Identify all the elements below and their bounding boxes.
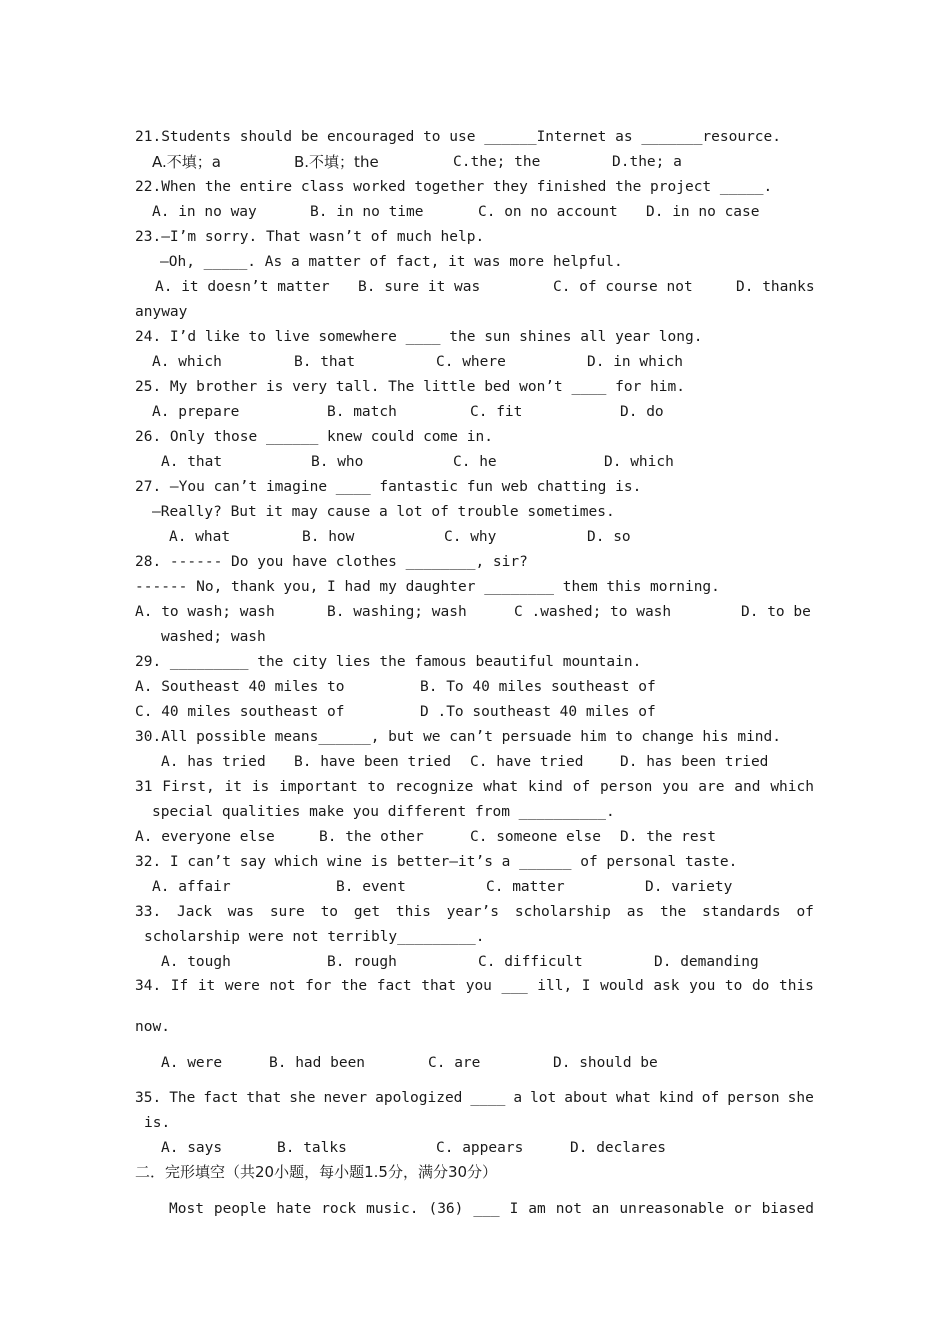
q35-word: about xyxy=(564,1090,608,1106)
q30-option-b: B. have been tried xyxy=(294,754,452,770)
section-heading: 二．完形填空（共20小题，每小题1.5分，满分30分） xyxy=(135,1163,498,1181)
q33-word: sure xyxy=(269,904,305,920)
q21-option-b: B.不填；the xyxy=(294,153,379,171)
q34-word: it xyxy=(197,978,216,994)
passage-word: music. xyxy=(366,1201,419,1217)
passage-word: am xyxy=(528,1201,546,1217)
q27-option-b: B. how xyxy=(302,529,355,545)
q33-stem-wrap: scholarship were not terribly_________. xyxy=(144,929,485,945)
q33-word: 33. xyxy=(135,904,162,920)
q31-word: are xyxy=(698,779,725,795)
q23-option-d-wrap: anyway xyxy=(135,304,188,320)
q31-word: First, xyxy=(162,779,215,795)
q22-stem: 22.When the entire class worked together they finished the project _____. xyxy=(135,179,773,195)
q35-option-a: A. says xyxy=(161,1140,223,1156)
q33-option-a: A. tough xyxy=(161,954,231,970)
q35-word: lot xyxy=(530,1090,557,1106)
q25-option-d: D. do xyxy=(620,404,664,420)
q34-word: ___ xyxy=(501,978,528,994)
q35-stem xyxy=(135,1089,814,1107)
q35-word: she xyxy=(787,1090,814,1106)
q33-option-b: B. rough xyxy=(327,954,397,970)
passage-word: Most xyxy=(169,1201,204,1217)
q33-word: scholarship xyxy=(514,904,611,920)
q27-option-d: D. so xyxy=(587,529,631,545)
q35-word: ____ xyxy=(470,1090,506,1106)
q33-word: get xyxy=(353,904,381,920)
q28-option-d-wrap: washed; wash xyxy=(161,629,266,645)
q35-word: she xyxy=(289,1090,316,1106)
q31-word: important xyxy=(279,779,358,795)
q28-stem: 28. ------ Do you have clothes ________, sir? xyxy=(135,554,528,570)
q35-word: a xyxy=(513,1090,523,1106)
q34-stem-wrap: now. xyxy=(135,1019,170,1035)
q27-option-c: C. why xyxy=(444,529,497,545)
q27-stem: 27. —You can’t imagine ____ fantastic fun web chatting is. xyxy=(135,479,642,495)
q31-option-c: C. someone else xyxy=(470,829,601,845)
q23-reply: —Oh, _____. As a matter of fact, it was more helpful. xyxy=(160,254,623,270)
q29-option-d: D .To southeast 40 miles of xyxy=(420,704,656,720)
q35-word: that xyxy=(246,1090,282,1106)
q34-word: I xyxy=(581,978,591,994)
q30-option-d: D. has been tried xyxy=(620,754,769,770)
q22-option-c: C. on no account xyxy=(478,204,618,220)
q33-word: was xyxy=(227,904,254,920)
q34-word: 34. xyxy=(135,978,162,994)
q35-option-d: D. declares xyxy=(570,1140,667,1156)
q28-option-c: C .washed; to wash xyxy=(514,604,672,620)
q23-option-b: B. sure it was xyxy=(358,279,481,295)
q35-option-b: B. talks xyxy=(277,1140,347,1156)
passage-word: not xyxy=(555,1201,582,1217)
q28-option-d: D. to be xyxy=(741,604,811,620)
q31-word: it xyxy=(224,779,242,795)
q22-option-d: D. in no case xyxy=(646,204,760,220)
q23-option-a: A. it doesn’t matter xyxy=(155,279,330,295)
q33-word: this xyxy=(395,904,431,920)
q34-word: were xyxy=(224,978,260,994)
q27-option-a: A. what xyxy=(169,529,231,545)
q33-word: Jack xyxy=(177,904,212,920)
q25-option-c: C. fit xyxy=(470,404,523,420)
q29-option-a: A. Southeast 40 miles to xyxy=(135,679,345,695)
q25-option-a: A. prepare xyxy=(152,404,240,420)
q33-word: as xyxy=(626,904,645,920)
q33-word: year’s xyxy=(446,904,500,920)
passage-word: unreasonable xyxy=(619,1201,725,1217)
q21-stem: 21.Students should be encouraged to use ______Internet as _______resource. xyxy=(135,129,782,145)
q34-word: not xyxy=(269,978,296,994)
q32-option-d: D. variety xyxy=(645,879,733,895)
q35-word: apologized xyxy=(375,1090,463,1106)
q24-option-b: B. that xyxy=(294,354,356,370)
q34-word: to xyxy=(724,978,743,994)
q29-stem: 29. _________ the city lies the famous beautiful mountain. xyxy=(135,654,642,670)
q24-option-c: C. where xyxy=(436,354,506,370)
q34-word: fact xyxy=(376,978,412,994)
q33-word: of xyxy=(796,904,814,920)
passage-word: an xyxy=(591,1201,610,1217)
q24-option-a: A. which xyxy=(152,354,222,370)
q31-word: you xyxy=(662,779,689,795)
q25-stem: 25. My brother is very tall. The little bed won’t ____ for him. xyxy=(135,379,685,395)
q34-option-d: D. should be xyxy=(553,1055,658,1071)
q34-word: ill, xyxy=(537,978,573,994)
q23-option-c: C. of course not xyxy=(553,279,693,295)
q35-option-c: C. appears xyxy=(436,1140,524,1156)
passage-word: biased xyxy=(761,1201,814,1217)
passage-word: rock xyxy=(321,1201,357,1217)
q22-option-b: B. in no time xyxy=(310,204,424,220)
q31-word: to xyxy=(367,779,385,795)
q34-word: would xyxy=(600,978,644,994)
q34-word: you xyxy=(465,978,492,994)
q23-stem: 23.—I’m sorry. That wasn’t of much help. xyxy=(135,229,485,245)
q34-word: for xyxy=(305,978,332,994)
q21-option-c: C.the; the xyxy=(453,154,541,170)
q35-word: never xyxy=(323,1090,368,1106)
q33-word: standards xyxy=(702,904,781,920)
q34-option-b: B. had been xyxy=(269,1055,366,1071)
q35-word: fact xyxy=(203,1090,239,1106)
q34-word: that xyxy=(421,978,457,994)
q32-option-c: C. matter xyxy=(486,879,565,895)
passage-word: (36) xyxy=(428,1201,464,1217)
passage-word: I xyxy=(509,1201,519,1217)
q28-option-a: A. to wash; wash xyxy=(135,604,275,620)
q30-stem: 30.All possible means______, but we can’t persuade him to change his mind. xyxy=(135,729,782,745)
q21-option-a: A.不填；a xyxy=(152,153,221,171)
q28-reply: ------ No, thank you, I had my daughter ________ them this morning. xyxy=(135,579,720,595)
q32-option-b: B. event xyxy=(336,879,406,895)
q35-word: of xyxy=(701,1090,720,1106)
q34-option-a: A. were xyxy=(161,1055,223,1071)
q31-word: of xyxy=(572,779,591,795)
q26-stem: 26. Only those ______ knew could come in. xyxy=(135,429,493,445)
q33-word: to xyxy=(320,904,339,920)
q34-word: If xyxy=(170,978,189,994)
q31-word: kind xyxy=(527,779,563,795)
q32-stem: 32. I can’t say which wine is better—it’s a ______ of personal taste. xyxy=(135,854,738,870)
q31-option-b: B. the other xyxy=(319,829,424,845)
q34-word: do xyxy=(751,978,770,994)
q31-word: recognize xyxy=(394,779,474,795)
cloze-passage-first-line xyxy=(169,1200,814,1218)
q34-word: you xyxy=(689,978,716,994)
q34-word: ask xyxy=(653,978,680,994)
q24-stem: 24. I’d like to live somewhere ____ the sun shines all year long. xyxy=(135,329,703,345)
q35-word: what xyxy=(615,1090,651,1106)
q22-option-a: A. in no way xyxy=(152,204,257,220)
q21-option-d: D.the; a xyxy=(612,154,682,170)
q31-stem xyxy=(135,778,814,796)
q29-option-b: B. To 40 miles southeast of xyxy=(420,679,656,695)
q29-option-c: C. 40 miles southeast of xyxy=(135,704,345,720)
q35-word: kind xyxy=(658,1090,694,1106)
q23-option-d: D. thanks xyxy=(736,279,815,295)
q31-word: what xyxy=(483,779,519,795)
q31-word: is xyxy=(251,779,270,795)
q35-word: 35. xyxy=(135,1090,162,1106)
q26-option-a: A. that xyxy=(161,454,223,470)
q32-option-a: A. affair xyxy=(152,879,231,895)
passage-word: or xyxy=(734,1201,752,1217)
q24-option-d: D. in which xyxy=(587,354,684,370)
q26-option-c: C. he xyxy=(453,454,497,470)
q34-stem xyxy=(135,977,814,995)
q33-option-c: C. difficult xyxy=(478,954,583,970)
q25-option-b: B. match xyxy=(327,404,397,420)
passage-word: hate xyxy=(276,1201,312,1217)
q35-word: person xyxy=(727,1090,780,1106)
q33-stem xyxy=(135,903,814,921)
q35-stem-wrap: is. xyxy=(144,1115,171,1131)
q27-reply: —Really? But it may cause a lot of trouble sometimes. xyxy=(152,504,615,520)
q30-option-a: A. has tried xyxy=(161,754,266,770)
q34-word: the xyxy=(340,978,368,994)
q31-stem-wrap: special qualities make you different from __________. xyxy=(152,804,615,820)
q31-word: 31 xyxy=(135,779,153,795)
passage-word: ___ xyxy=(473,1201,500,1217)
q33-word: the xyxy=(660,904,687,920)
passage-word: people xyxy=(213,1201,267,1217)
q31-word: which xyxy=(770,779,814,795)
q34-option-c: C. are xyxy=(428,1055,481,1071)
q31-option-d: D. the rest xyxy=(620,829,717,845)
q31-word: and xyxy=(734,779,761,795)
q26-option-d: D. which xyxy=(604,454,674,470)
q31-option-a: A. everyone else xyxy=(135,829,275,845)
q31-word: person xyxy=(600,779,653,795)
q30-option-c: C. have tried xyxy=(470,754,584,770)
q33-option-d: D. demanding xyxy=(654,954,759,970)
q26-option-b: B. who xyxy=(311,454,364,470)
q35-word: The xyxy=(169,1090,196,1106)
q34-word: this xyxy=(778,978,814,994)
q28-option-b: B. washing; wash xyxy=(327,604,467,620)
